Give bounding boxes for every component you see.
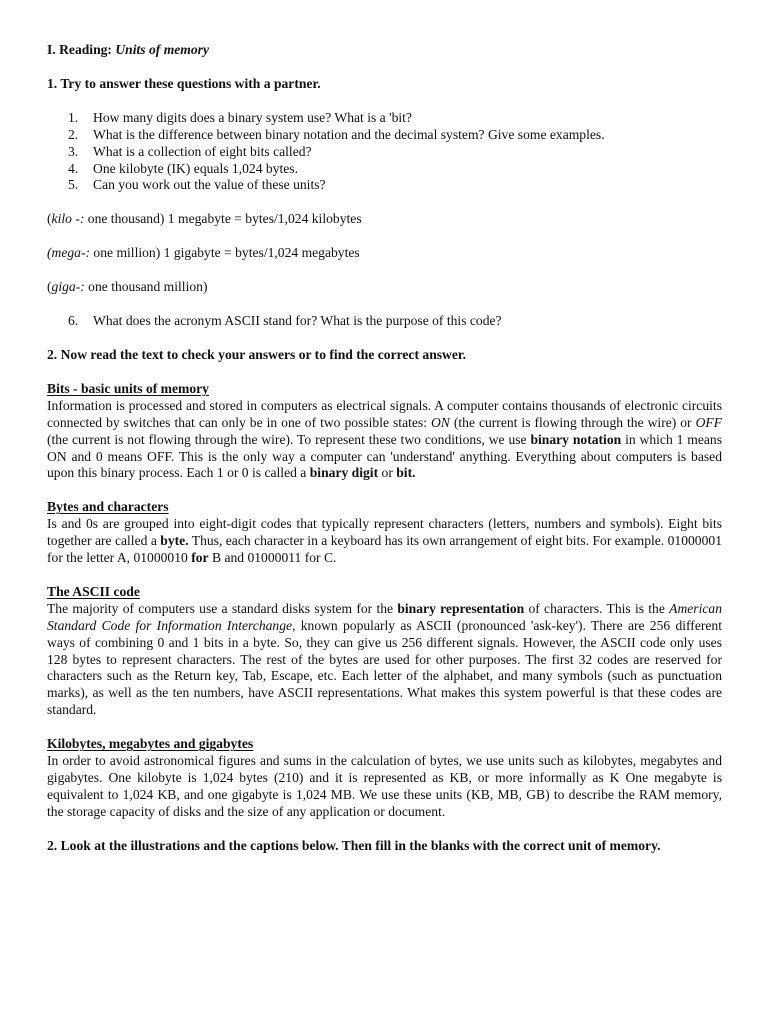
question-number: 1. [68,109,79,125]
title-prefix: I. Reading: [47,42,116,57]
title-topic: Units of memory [115,42,210,57]
paragraph-kilobytes: In order to avoid astronomical figures and sums in the calculation of bytes, we use units such as kilobytes, megabytes and gigabytes. One kilobyte is 1,024 bytes (210) and it is represented as KB, or more informally as K One megabyte is equivalent to 1,024 KB, and one gigabyte is 1,024 MB. We use these units (KB, MB, GB) to describe the RAM memory, the storage capacity of disks and the size of any application or document. [47,753,722,819]
text-run: B and 01000011 for C. [208,550,337,566]
question-list-continued [47,313,722,330]
page-title [47,42,722,59]
question-text: What is the difference between binary notation and the decimal system? Give some examples. [93,126,605,142]
term-binary-digit: binary digit [309,465,379,481]
question-item [68,160,722,178]
text-run: Is and 0s are grouped into eight-digit codes that typically represent characters (letters, numbers and symbols). Eight bits together are called a [47,516,722,549]
term-binary-notation: binary notation [530,431,622,447]
question-3-heading: 2. Look at the illustrations and the captions below. Then fill in the blanks with the correct unit of memory. [47,837,661,853]
text-run: of characters. This is the [524,600,670,616]
paragraph-ascii [47,601,722,719]
term-ascii-expansion: American Standard Code for Information Interchange [47,600,723,633]
text-run: , known popularly as ASCII (pronounced 'ask-key'). There are 256 different ways of combining 0 and 1 bits in a byte. So, they can give us 256 different signals. However, the ASCII code only uses 128 bytes to represent characters. The rest of the bytes are used for other purposes. The first 32 codes are reserved for characters such as the Return key, Tab, Escape, etc. Each letter of the alphabet, and many symbols (such as punctuation marks), as well as the ten numbers, have ASCII representations. What makes this system powerful is that these codes are standard. [47,617,722,718]
paragraph-bits [47,398,722,483]
text-run: or [378,465,397,481]
text-run: (the current is flowing through the wire) or [449,414,696,430]
unit-line-giga [47,279,722,296]
text-run: Information is processed and stored in computers as electrical signals. A computer contains thousands of electronic circuits connected by switches that can only be in one of two possible states: [47,397,722,430]
section-heading-bytes: Bytes and characters [47,499,169,515]
text-run-bold: for [191,550,209,566]
question-text: Can you work out the value of these units? [93,177,326,193]
unit-definition: one million) 1 gigabyte = bytes/1,024 megabytes [90,245,360,261]
term-binary-representation: binary representation [397,600,525,616]
term-bit: bit. [396,465,416,481]
unit-prefix: kilo -: [51,211,85,227]
question-item [68,143,722,161]
question-text: What is a collection of eight bits called? [93,143,312,159]
question-1-heading: 1. Try to answer these questions with a partner. [47,75,321,91]
text-run: (the current is not flowing through the wire). To represent these two conditions, we use [47,431,531,447]
question-number: 5. [68,177,79,193]
unit-line-kilo [47,211,722,228]
unit-prefix: giga-: [51,279,85,295]
text-run-italic: OFF [695,414,723,430]
paragraph-bytes [47,516,722,567]
text-run-italic: ON [430,414,450,430]
question-item [68,109,722,127]
question-number: 4. [68,160,79,176]
unit-open-paren: ( [47,211,52,227]
section-heading-kilobytes: Kilobytes, megabytes and gigabytes [47,736,254,752]
section-heading-bits: Bits - basic units of memory [47,380,209,396]
question-text: One kilobyte (IK) equals 1,024 bytes. [93,160,298,176]
text-run: The majority of computers use a standard disks system for the [47,600,398,616]
question-number: 2. [68,126,79,142]
question-item [68,126,722,144]
section-heading-ascii: The ASCII code [47,583,140,599]
question-number: 6. [68,313,79,329]
unit-definition: one thousand million) [84,279,208,295]
unit-open-paren: ( [47,279,52,295]
spacer [47,330,722,347]
term-byte: byte. [160,533,189,549]
question-item [68,313,722,330]
question-text: What does the acronym ASCII stand for? What is the purpose of this code? [93,313,502,329]
text-run: Thus, each character in a keyboard has its own arrangement of eight bits. For example. 01000001 for the letter A, 01000010 [47,533,722,566]
question-list [47,110,722,195]
text-run: in which 1 means ON and 0 means OFF. This is the only way a computer can 'understand' anything. Everything about computers is based upon this binary process. Each 1 or 0 is called a [47,431,723,481]
spacer [47,296,722,313]
unit-prefix: (mega-: [47,245,91,261]
question-number: 3. [68,143,79,159]
unit-definition: one thousand) 1 megabyte = bytes/1,024 kilobytes [84,211,362,227]
question-item [68,177,722,194]
unit-line-mega [47,245,722,262]
question-text: How many digits does a binary system use? What is a 'bit? [93,109,412,125]
question-2-heading: 2. Now read the text to check your answers or to find the correct answer. [47,346,467,362]
